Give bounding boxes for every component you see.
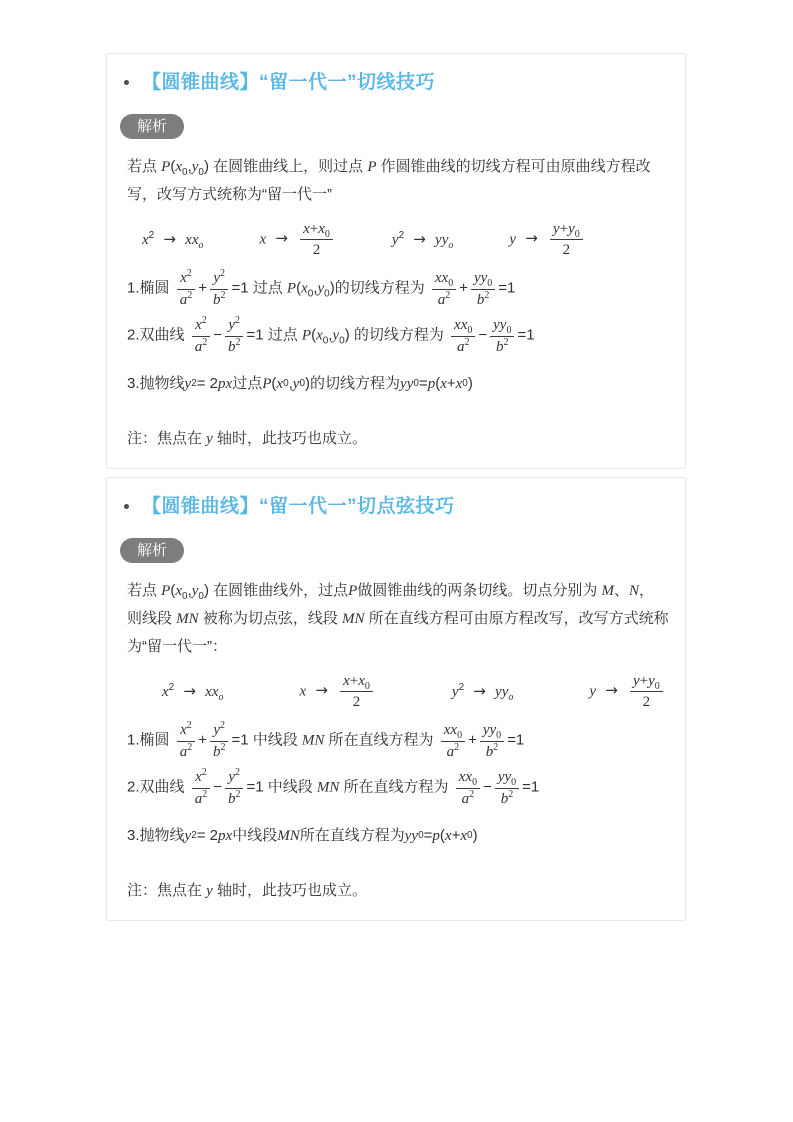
list-item-hyperbola: 2.双曲线 $\frac{x^2}{a^2}$ − $\frac{y^2}{b^2}$ =1 过点 $P(x_0,y_0)$ 的切线方程为 $\frac{xx_0}{a^2}$ − $\frac{yy_0}{b^2}$ =1 <box>127 315 535 355</box>
analysis-badge: 解析 <box>120 538 184 563</box>
substitution-formula: x → $\frac{x+x_0}{2}$ <box>299 672 375 711</box>
substitution-formula: $y^2 \to yy_o$ <box>451 681 514 703</box>
substitution-formula: y → $\frac{y+y_0}{2}$ <box>589 672 665 711</box>
card-title-row <box>120 71 669 94</box>
list-item-parabola: 3.抛物线 y 2 = 2 px 过点 P ( x 0 , y 0 )的切线方程为 yy 0 = p ( x + x 0 ) <box>127 375 473 392</box>
intro-text: 若点 $P(x_0,y_0)$ 在圆锥曲线外，过点P做圆锥曲线的两条切线。切点分别为 M、N，则线段 MN 被称为切点弦，线段 MN 所在直线方程可由原方程改写，改写方式统称为“留一代一”： <box>127 582 669 655</box>
substitution-formula: x → $\frac{x+x_0}{2}$ <box>259 220 335 259</box>
card-title-link[interactable]: 【圆锥曲线】“留一代一”切线技巧 <box>142 72 436 93</box>
substitution-formula: $y^2 \to yy_o$ <box>391 229 454 251</box>
bullet-icon <box>124 80 129 85</box>
substitution-row <box>162 669 669 713</box>
card-title-row <box>120 495 669 518</box>
substitution-formula: y → $\frac{y+y_0}{2}$ <box>509 220 585 259</box>
analysis-badge: 解析 <box>120 114 184 139</box>
note-text: 注：焦点在 y 轴时，此技巧也成立。 <box>127 430 368 447</box>
substitution-formula: $x^2 \to xx_o$ <box>142 229 204 251</box>
list-item-hyperbola: 2.双曲线 $\frac{x^2}{a^2}$ − $\frac{y^2}{b^2}$ =1 中线段 MN 所在直线方程为 $\frac{xx_0}{a^2}$ − $\frac{yy_0}{b^2}$ =1 <box>127 767 540 807</box>
list-item-ellipse: 1.椭圆 $\frac{x^2}{a^2}$ + $\frac{y^2}{b^2}$ =1 中线段 MN 所在直线方程为 $\frac{xx_0}{a^2}$ + $\frac{yy_0}{b^2}$ =1 <box>127 720 525 760</box>
intro-text: 若点 $P(x_0,y_0)$ 在圆锥曲线上，则过点 P 作圆锥曲线的切线方程可由原曲线方程改写，改写方式统称为“留一代一” <box>127 158 651 203</box>
list-item-parabola: 3.抛物线 y 2 = 2 px 中线段 MN 所在直线方程为 yy 0 = p ( x + x 0 ) <box>127 827 478 844</box>
list-item-ellipse: 1.椭圆 $\frac{x^2}{a^2}$ + $\frac{y^2}{b^2}$ =1 过点 $P(x_0,y_0)$的切线方程为 $\frac{xx_0}{a^2}$ + $\frac{yy_0}{b^2}$ =1 <box>127 268 516 308</box>
substitution-row <box>142 217 669 261</box>
card-chord-of-contact-technique <box>106 477 686 921</box>
substitution-formula: $x^2 \to xx_o$ <box>162 681 224 703</box>
card-tangent-line-technique <box>106 53 686 469</box>
note-text: 注：焦点在 y 轴时，此技巧也成立。 <box>127 882 368 899</box>
card-title-link[interactable]: 【圆锥曲线】“留一代一”切点弦技巧 <box>142 496 455 517</box>
bullet-icon <box>124 504 129 509</box>
